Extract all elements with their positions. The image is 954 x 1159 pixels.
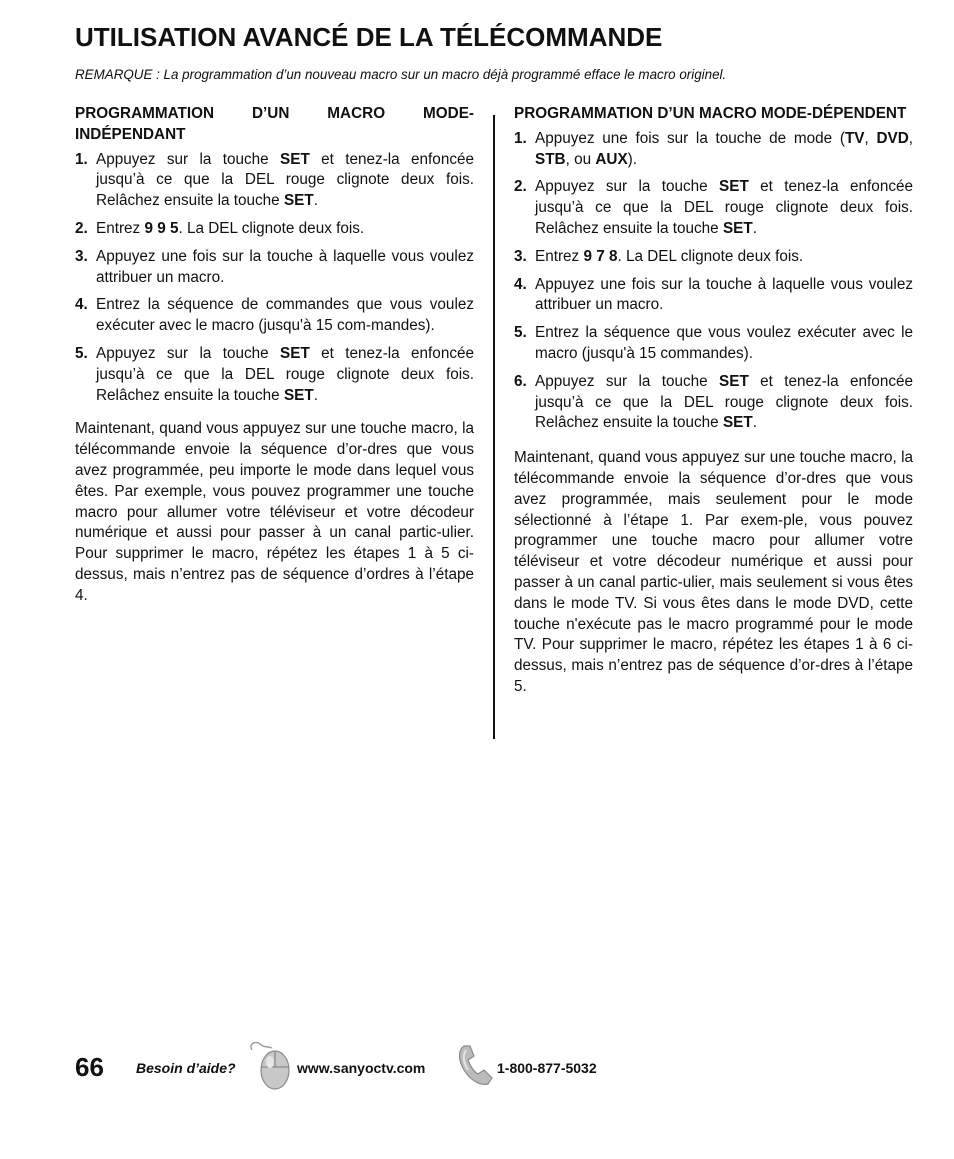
- mouse-icon: [246, 1040, 294, 1097]
- step-text-part: et tenez-la enfoncée jusqu’à ce que la DEL rouge clignote deux fois. Relâchez ensuite la touche: [96, 344, 474, 404]
- mode-label: TV: [844, 129, 865, 147]
- key-code: 9 7 8: [583, 247, 618, 265]
- phone-number: 1-800-877-5032: [497, 1060, 597, 1076]
- step-text-part: ).: [627, 150, 638, 168]
- key-label: SET: [722, 414, 753, 432]
- key-code: 9 9 5: [144, 219, 179, 237]
- note-text: : La programmation d’un nouveau macro sur un macro déjà programmé efface le macro originel.: [152, 67, 727, 82]
- step-number: 2.: [514, 178, 527, 196]
- step-text-part: Entrez: [96, 219, 145, 237]
- key-label: SET: [719, 372, 749, 390]
- step-text-part: .: [313, 386, 318, 404]
- step-text-part: .: [752, 219, 757, 237]
- step-text-part: Appuyez sur la touche: [535, 178, 720, 196]
- step-number: 2.: [75, 219, 88, 237]
- steps-list: [514, 129, 913, 434]
- step-text: [535, 177, 913, 239]
- step-text-part: et tenez-la enfoncée jusqu’à ce que la DEL rouge clignote deux fois. Relâchez ensuite la touche: [535, 372, 913, 432]
- step-text-part: ,: [908, 129, 913, 147]
- step-text: Entrez la séquence que vous voulez exécuter avec le macro (jusqu'à 15 commandes).: [535, 324, 913, 362]
- right-column: [514, 104, 913, 698]
- step-item: [514, 372, 913, 434]
- step-text-part: et tenez-la enfoncée jusqu’à ce que la DEL rouge clignote deux fois. Relâchez ensuite la touche: [535, 178, 913, 237]
- step-text: Appuyez une fois sur la touche à laquelle vous voulez attribuer un macro.: [535, 275, 913, 314]
- step-number: 3.: [75, 247, 88, 265]
- step-item: [75, 344, 474, 406]
- page-number: 66: [75, 1052, 104, 1082]
- mode-label: AUX: [595, 150, 628, 168]
- key-label: SET: [283, 386, 314, 404]
- section-heading-mode-independent: PROGRAMMATION D’UN MACRO MODE-INDÉPENDANT: [75, 105, 474, 143]
- step-item: [514, 177, 913, 239]
- step-item: [514, 247, 913, 268]
- step-number: 3.: [514, 247, 527, 265]
- summary-paragraph: Maintenant, quand vous appuyez sur une touche macro, la télécommande envoie la séquence d’or-dres que vous avez programmée, peu importe le mode dans lequel vous êtes. Par exemple, vous pouvez programmer une touche macro pour allumer votre téléviseur et votre décodeur numérique et aussi pour passer à un canal partic-ulier. Pour supprimer le macro, répétez les étapes 1 à 5 ci-dessus, mais n’entrez pas de séquence d’ordres à l’étape 4.: [75, 420, 474, 604]
- column-divider: [493, 115, 495, 739]
- step-item: [514, 275, 913, 317]
- step-text: [535, 129, 913, 171]
- key-label: SET: [719, 178, 749, 196]
- footer: [75, 1050, 775, 1090]
- step-text-part: Appuyez sur la touche: [535, 372, 720, 390]
- note-label: REMARQUE: [75, 67, 153, 82]
- step-number: 5.: [514, 324, 527, 342]
- step-text-part: , ou: [565, 150, 596, 168]
- step-text: [535, 247, 913, 268]
- key-label: SET: [283, 192, 314, 210]
- note: [75, 67, 915, 82]
- step-number: 6.: [514, 372, 527, 390]
- step-text: [535, 372, 913, 434]
- mode-label: STB: [535, 150, 566, 168]
- step-item: [75, 219, 474, 240]
- step-number: 1.: [514, 129, 527, 147]
- key-label: SET: [722, 219, 753, 237]
- mode-label: DVD: [876, 129, 909, 147]
- step-text-part: ,: [864, 129, 877, 147]
- phone-icon: [456, 1042, 498, 1093]
- step-item: [514, 323, 913, 365]
- step-text: [96, 150, 474, 212]
- step-text-part: Appuyez sur la touche: [96, 344, 281, 362]
- key-label: SET: [280, 150, 310, 168]
- step-item: [75, 295, 474, 337]
- step-text-part: . La DEL clignote deux fois.: [617, 247, 804, 265]
- summary-paragraph: Maintenant, quand vous appuyez sur une touche macro, la télécommande envoie la séquence d’or-dres que vous avez programmée, mais seulement pour le mode sélectionné à l’étape 1. Par exem-ple, vous pouvez programmer une touche macro pour allumer votre téléviseur et votre décodeur numérique et aussi pour passer à un canal partic-ulier, mais seulement si vous êtes dans le mode TV. Si vous êtes dans le mode DVD, cette touche n'exécute pas le macro programmé pour le mode TV. Pour supprimer le macro, répétez les étapes 1 à 6 ci-dessus, mais n’entrez pas de séquence d’or-dres à l’étape 5.: [514, 449, 913, 695]
- left-column: [75, 104, 474, 607]
- step-number: 4.: [514, 275, 527, 293]
- step-text-part: Entrez: [535, 247, 584, 265]
- step-text-part: Appuyez une fois sur la touche de mode (: [535, 129, 845, 147]
- steps-list: [75, 150, 474, 407]
- section-heading-mode-dependent: PROGRAMMATION D’UN MACRO MODE-DÉPENDENT: [514, 105, 907, 122]
- step-item: [75, 247, 474, 289]
- step-text-part: .: [313, 192, 318, 210]
- step-text-part: et tenez-la enfoncée jusqu’à ce que la DEL rouge clignote deux fois. Relâchez ensuite la touche: [96, 150, 474, 210]
- step-text: [96, 219, 474, 240]
- step-number: 1.: [75, 150, 88, 168]
- help-text: Besoin d’aide?: [136, 1060, 236, 1076]
- step-text: Entrez la séquence de commandes que vous voulez exécuter avec le macro (jusqu'à 15 com-mandes).: [96, 296, 474, 335]
- step-item: [75, 150, 474, 212]
- key-label: SET: [280, 344, 310, 362]
- step-item: [514, 129, 913, 171]
- step-text-part: . La DEL clignote deux fois.: [178, 219, 365, 237]
- step-text-part: .: [752, 414, 757, 432]
- step-text: [96, 344, 474, 406]
- page-title: UTILISATION AVANCÉ DE LA TÉLÉCOMMANDE: [75, 22, 663, 52]
- step-number: 4.: [75, 296, 88, 314]
- step-text: Appuyez une fois sur la touche à laquelle vous voulez attribuer un macro.: [96, 247, 474, 286]
- step-text-part: Appuyez sur la touche: [96, 150, 281, 168]
- step-number: 5.: [75, 344, 88, 362]
- website-link[interactable]: www.sanyoctv.com: [297, 1060, 426, 1076]
